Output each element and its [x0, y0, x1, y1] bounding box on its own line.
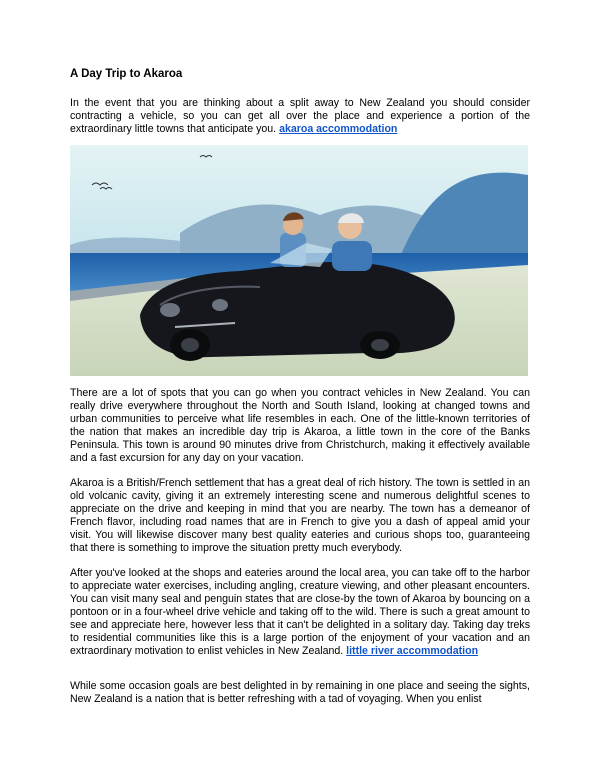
- paragraph-3: [70, 567, 530, 658]
- paragraph-1: There are a lot of spots that you can go when you contract vehicles in New Zealand. You can really drive everywhere throughout the North and South Island, looking at changed towns and urban communities to perceive what life resembles in each. One of the little-known territories of the nation that makes an incredible day trip is Akaroa, a little town in the core of the Banks Peninsula. This town is around 90 minutes drive from Christchurch, making it effectively available and a fast excursion for any day on your vacation.: [70, 387, 530, 464]
- little-river-accommodation-link[interactable]: little river accommodation: [346, 645, 479, 657]
- paragraph-2: Akaroa is a British/French settlement that has a great deal of rich history. The town is settled in an old volcanic cavity, giving it an extremely interesting scene and numerous delightful scenes to appreciate on the drive and keeping in mind that you are nearby. The town has a demeanor of French flavor, including road names that are in French to give you a dash of appeal amid your visit. You will likewise discover many best quality eateries and curious shops too, guaranteeing that there is something to improve the situation pretty much everybody.: [70, 477, 530, 554]
- intro-text: In the event that you are thinking about a split away to New Zealand you should consider contracting a vehicle, so you can get all over the place and experience a portion of the extraordinary little towns that anticipate you.: [70, 97, 530, 135]
- page-title: A Day Trip to Akaroa: [70, 68, 183, 80]
- illustration: [70, 145, 528, 376]
- paragraph-4: While some occasion goals are best delighted in by remaining in one place and seeing the sights, New Zealand is a nation that is better refreshing with a tad of voyaging. When you enlist: [70, 680, 530, 705]
- akaroa-accommodation-link[interactable]: akaroa accommodation: [279, 123, 398, 135]
- intro-paragraph: [70, 97, 530, 136]
- paragraph-3-text: After you've looked at the shops and eateries around the local area, you can take off to the harbor to appreciate water exercises, including angling, creature viewing, and other pleasant encounters. You can visit many seal and penguin states that are close-by the town of Akaroa by bouncing on a pontoon or in a four-wheel drive vehicle and taking off to the wild. There is such a great amount to see and appreciate here, however less that it can't be delighted in a solitary day. Taking day treks to residential communities like this is a large portion of the enjoyment of your vacation and an extraordinary motivation to enlist vehicles in New Zealand.: [70, 567, 530, 657]
